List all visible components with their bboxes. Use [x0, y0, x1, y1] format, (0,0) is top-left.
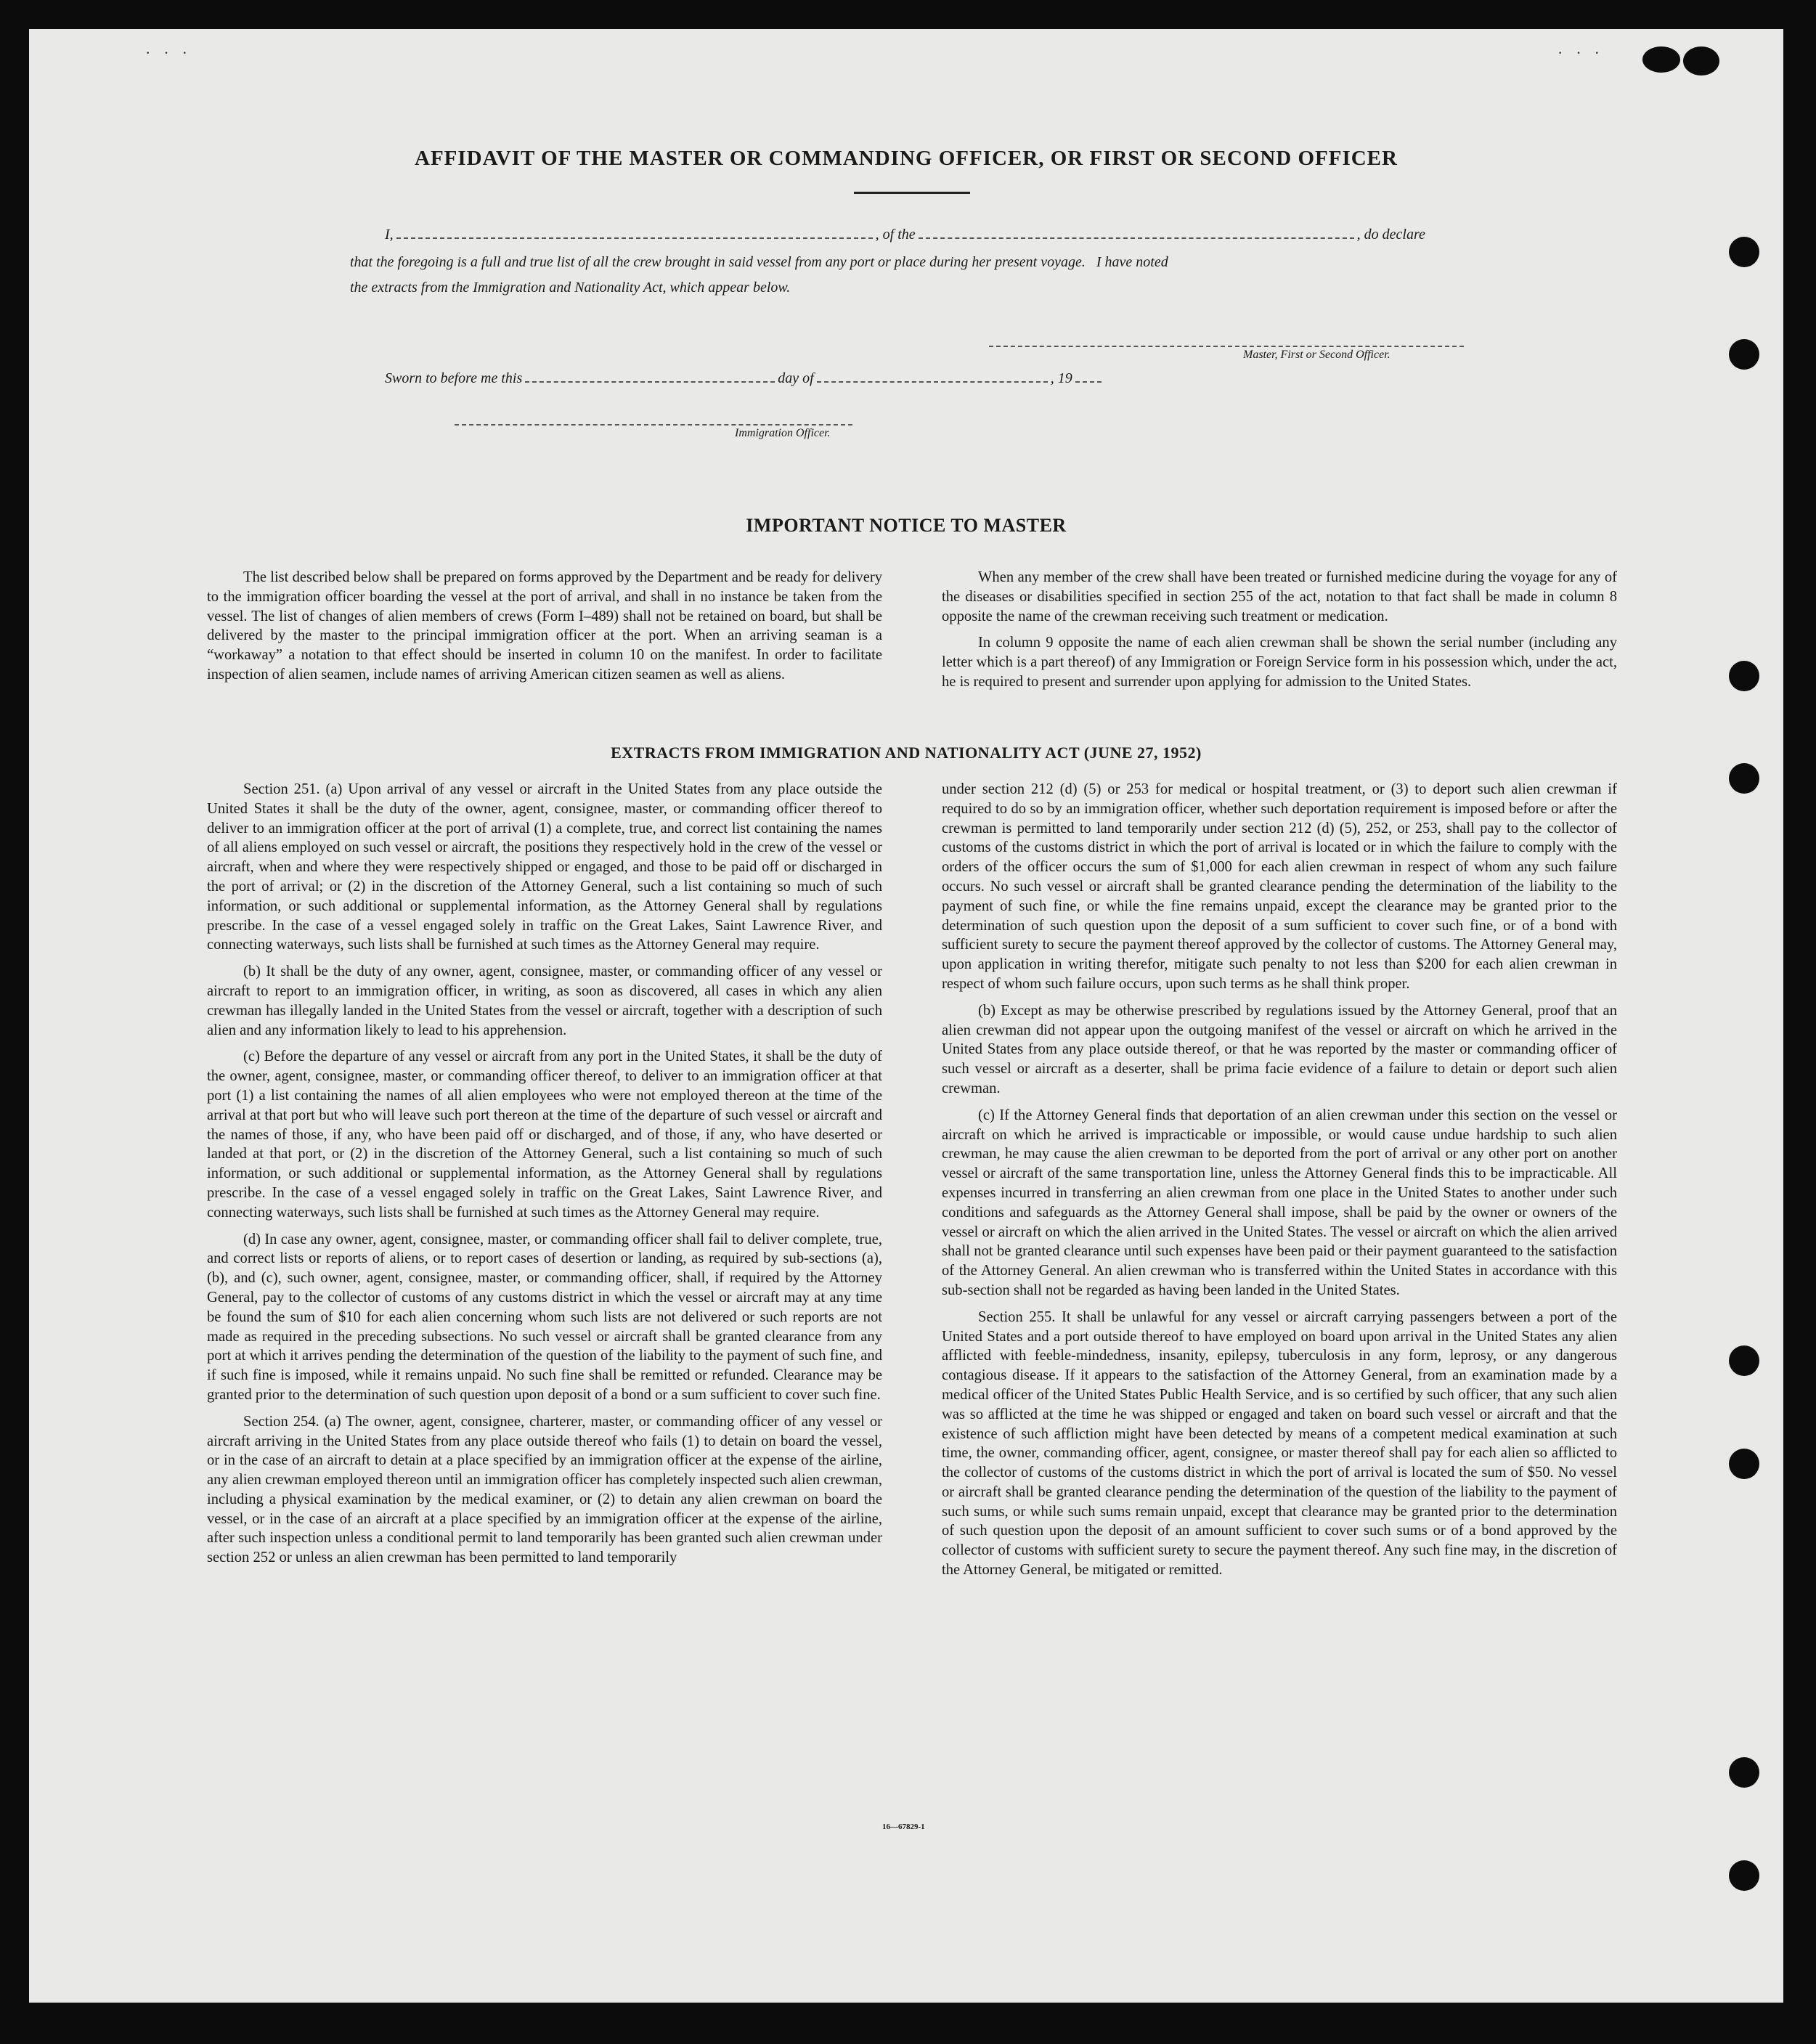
extracts-left-column — [207, 780, 882, 1575]
punch-hole — [1729, 339, 1759, 370]
document-page — [29, 29, 1783, 2003]
officer-signature-field[interactable] — [455, 423, 852, 426]
notice-paragraph: In column 9 opposite the name of each alien crewman shall be shown the serial number (including any letter which is a part thereof) of any Immigration or Foreign Service form in his possession which, under the act, he is required to present and surrender upon applying for admission to the United States. — [942, 635, 1617, 690]
master-caption: Master, First or Second Officer. — [1243, 349, 1390, 361]
statute-paragraph: (d) In case any owner, agent, consignee, master, or commanding officer shall fail to deliver complete, true, and correct lists or reports of aliens, or to report cases of desertion or landing, as required by sub-sections (a), (b), and (c), such owner, agent, consignee, master, or commanding officer, shall, if required by the Attorney General, pay to the collector of customs of any customs district in which the vessel or aircraft may at any time be found the sum of $10 for each alien concerning whom such lists are not delivered or such reports are not made as required in the preceding subsections. No such vessel or aircraft shall be granted clearance from any port at which it arrives pending the determination of the question of the liability to the payment of such fine, and if such fine is imposed, while it remains unpaid. No such fine shall be remitted or refunded. Clearance may be granted prior to the determination of such question upon deposit of a bond or a sum sufficient to cover such fine. — [207, 1231, 882, 1403]
notice-paragraph: When any member of the crew shall have been treated or furnished medicine during the voyage for any of the diseases or disabilities specified in section 255 of the act, notation to that fact shall be made in column 8 opposite the name of the crewman receiving such treatment or medication. — [942, 569, 1617, 624]
declaration-line-2: that the foregoing is a full and true list of all the crew brought in said vessel from any port or place during her present voyage. I have noted — [350, 254, 1168, 270]
statute-paragraph: under section 212 (d) (5) or 253 for medical or hospital treatment, or (3) to deport such alien crewman if required to do so by an immigration officer, whether such deportation requirement is imposed before or after the crewman is permitted to land temporarily under section 212 (d) (5), 252, or 253, shall pay to the collector of customs of the customs district in which the port of arrival is located or in which the failure to comply with the orders of the officer occurs the sum of $1,000 for each alien crewman in respect of whom any such failure occurs. No such vessel or aircraft shall be granted clearance pending the determination of the liability to the payment of such fine, or while the fine remains unpaid, except the clearance may be granted prior to the determination of such question upon the deposit of a sum sufficient to cover such fine, or of a bond with sufficient surety to secure the payment thereof approved by the collector of customs. The Attorney General may, upon application in writing therefor, mitigate such penalty to not less than $200 for each alien crewman in respect of whom such failure occurs, upon such terms as he shall think proper. — [942, 781, 1617, 992]
affidavit-title: AFFIDAVIT OF THE MASTER OR COMMANDING OFFICER, OR FIRST OR SECOND OFFICER — [415, 147, 1398, 170]
statute-paragraph: Section 251. (a) Upon arrival of any vessel or aircraft in the United States from any place outside the United States it shall be the duty of the owner, agent, consignee, master, or commanding officer thereof to deliver to an immigration officer at the port of arrival (1) a complete, true, and correct list containing the names of all aliens employed on such vessel or aircraft, the positions they respectively hold in the crew of the vessel or aircraft, when and where they were respectively shipped or engaged, and those to be paid off or discharged in the port of arrival; or (2) in the discretion of the Attorney General, such a list containing so much of such information, or such additional or supplemental information, as the Attorney General shall by regulations prescribe. In the case of a vessel engaged solely in traffic on the Great Lakes, Saint Lawrence River, and connecting waterways, such lists shall be furnished at such times as the Attorney General may require. — [207, 781, 882, 953]
sworn-month-field[interactable] — [817, 380, 1048, 383]
corner-blot — [1642, 46, 1680, 73]
notice-left-column — [207, 568, 882, 692]
corner-blot — [1683, 46, 1719, 76]
of-the-label: , of the — [875, 227, 916, 243]
do-declare-label: , do declare — [1356, 227, 1425, 243]
year-label: , 19 — [1050, 370, 1072, 386]
form-code: 16—67829-1 — [882, 1823, 925, 1831]
i-label: I, — [385, 227, 394, 243]
notice-paragraph: The list described below shall be prepared on forms approved by the Department and be ready for delivery to the immigration officer boarding the vessel at the port of arrival, and shall in no instance be taken from the vessel. The list of changes of alien members of crews (Form I–489) shall not be retained on board, but shall be delivered by the master to the principal immigration officer at the port. When an arriving seaman is a “workaway” a notation to that effect should be inserted in column 10 on the manifest. In order to facilitate inspection of alien seamen, include names of arriving American citizen seamen as well as aliens. — [207, 569, 882, 683]
punch-hole — [1729, 763, 1759, 794]
declaration-line-1 — [385, 227, 1425, 243]
scan-specks: ··· — [145, 44, 200, 62]
notice-title: IMPORTANT NOTICE TO MASTER — [746, 515, 1067, 536]
declaration-line-3: the extracts from the Immigration and Nationality Act, which appear below. — [350, 280, 791, 296]
statute-paragraph: (b) It shall be the duty of any owner, agent, consignee, master, or commanding officer of any vessel or aircraft to report to an immigration officer, in writing, as soon as discovered, all cases in which any alien crewman has illegally landed in the United States from the vessel or aircraft, together with a description of such alien and any information likely to lead to his apprehension. — [207, 964, 882, 1038]
vessel-field[interactable] — [919, 236, 1354, 239]
statute-paragraph: Section 254. (a) The owner, agent, consignee, charterer, master, or commanding officer of any vessel or aircraft arriving in the United States from any place outside thereof who fails (1) to detain on board the vessel, or in the case of an aircraft to detain at a place specified by an immigration officer at the expense of the airline, any alien crewman employed thereon until an immigration officer has completely inspected such alien crewman, including a physical examination by the medical examiner, or (2) to detain any alien crewman on board the vessel, or in the case of an aircraft at a place specified by an immigration officer at the expense of the airline, after such inspection unless a conditional permit to land temporarily has been granted such alien crewman under section 252 or unless an alien crewman has been permitted to land temporarily — [207, 1413, 882, 1566]
statute-paragraph: Section 255. It shall be unlawful for any vessel or aircraft carrying passengers between a port of the United States and a port outside thereof to have employed on board upon arrival in the United States any alien afflicted with feeble-mindedness, insanity, epilepsy, tuberculosis in any form, leprosy, or any dangerous contagious disease. If it appears to the satisfaction of the Attorney General, from an examination made by a medical officer of the United States Public Health Service, and is so certified by such officer, that any such alien was so afflicted at the time he was shipped or engaged and taken on board such vessel or aircraft and that the existence of such affliction might have been detected by means of a competent medical examination at such time, the owner, commanding officer, agent, consignee, or master thereof shall pay for each alien so afflicted to the collector of customs of the customs district in which the port of arrival is located the sum of $50. No vessel or aircraft shall be granted clearance pending the determination of the question of the liability to the payment of such sums, or while such sums remain unpaid, except that clearance may be granted prior to the determination of such question upon the deposit of an amount sufficient to cover such sums or of a bond approved by the collector of customs with sufficient surety to secure the payment thereof. Any such fine may, in the discretion of the Attorney General, be mitigated or remitted. — [942, 1308, 1617, 1579]
notice-right-column — [942, 568, 1617, 699]
day-of-label: day of — [778, 370, 814, 386]
punch-hole — [1729, 1860, 1759, 1891]
scan-specks: ··· — [1558, 44, 1613, 62]
statute-paragraph: (b) Except as may be otherwise prescribed by regulations issued by the Attorney General, proof that an alien crewman did not appear upon the outgoing manifest of the vessel or aircraft on which he arrived in the United States from any place outside thereof, or that he was reported by the master or commanding officer of such vessel or aircraft as a deserter, shall be prima facie evidence of a failure to detain or deport such alien crewman. — [942, 1002, 1617, 1096]
punch-hole — [1729, 661, 1759, 691]
statute-paragraph: (c) Before the departure of any vessel or aircraft from any port in the United States, it shall be the duty of the owner, agent, consignee, master, or commanding officer thereof, to deliver to an immigration officer at that port (1) a list containing the names of all alien employees who were not employed thereon at the time of the arrival at that port but who will leave such port thereon at the time of the departure of such vessel or aircraft and the names of those, if any, who have been paid off or discharged, and of those, if any, who have deserted or landed at that port, or (2) in the discretion of the Attorney General, such a list containing so much of such information, or such additional or supplemental information, as the Attorney General shall by regulations prescribe. In the case of a vessel engaged solely in traffic on the Great Lakes, Saint Lawrence River, and connecting waterways, such lists shall be furnished at such times as the Attorney General may require. — [207, 1049, 882, 1221]
extracts-title: EXTRACTS FROM IMMIGRATION AND NATIONALITY ACT (JUNE 27, 1952) — [611, 744, 1202, 762]
master-signature-field[interactable] — [989, 344, 1464, 347]
sworn-line — [385, 370, 1104, 387]
punch-hole — [1729, 1449, 1759, 1479]
sworn-day-field[interactable] — [525, 380, 775, 383]
name-field[interactable] — [396, 236, 873, 239]
officer-caption: Immigration Officer. — [735, 427, 831, 439]
title-rule — [854, 192, 970, 194]
punch-hole — [1729, 1757, 1759, 1788]
punch-hole — [1729, 237, 1759, 267]
sworn-label: Sworn to before me this — [385, 370, 523, 386]
extracts-right-column — [942, 780, 1617, 1587]
sworn-year-field[interactable] — [1075, 380, 1102, 383]
punch-hole — [1729, 1345, 1759, 1376]
statute-paragraph: (c) If the Attorney General finds that deportation of an alien crewman under this section on the vessel or aircraft on which he arrived is impracticable or impossible, or would cause undue hardship to such alien crewman, he may cause the alien crewman to be deported from the port of arrival or any other port on another vessel or aircraft of the same transportation line, unless the Attorney General finds this to be impracticable. All expenses incurred in transferring an alien crewman from one place in the United States to another under such conditions and safeguards as the Attorney General shall impose, shall be paid by the owner or owners of the vessel or aircraft on which the alien arrived in the United States. The vessel or aircraft on which the alien arrived shall not be granted clearance until such expenses have been paid or their payment guaranteed to the satisfaction of the Attorney General. An alien crewman who is transferred within the United States in accordance with this sub-section shall not be regarded as having been landed in the United States. — [942, 1107, 1617, 1298]
